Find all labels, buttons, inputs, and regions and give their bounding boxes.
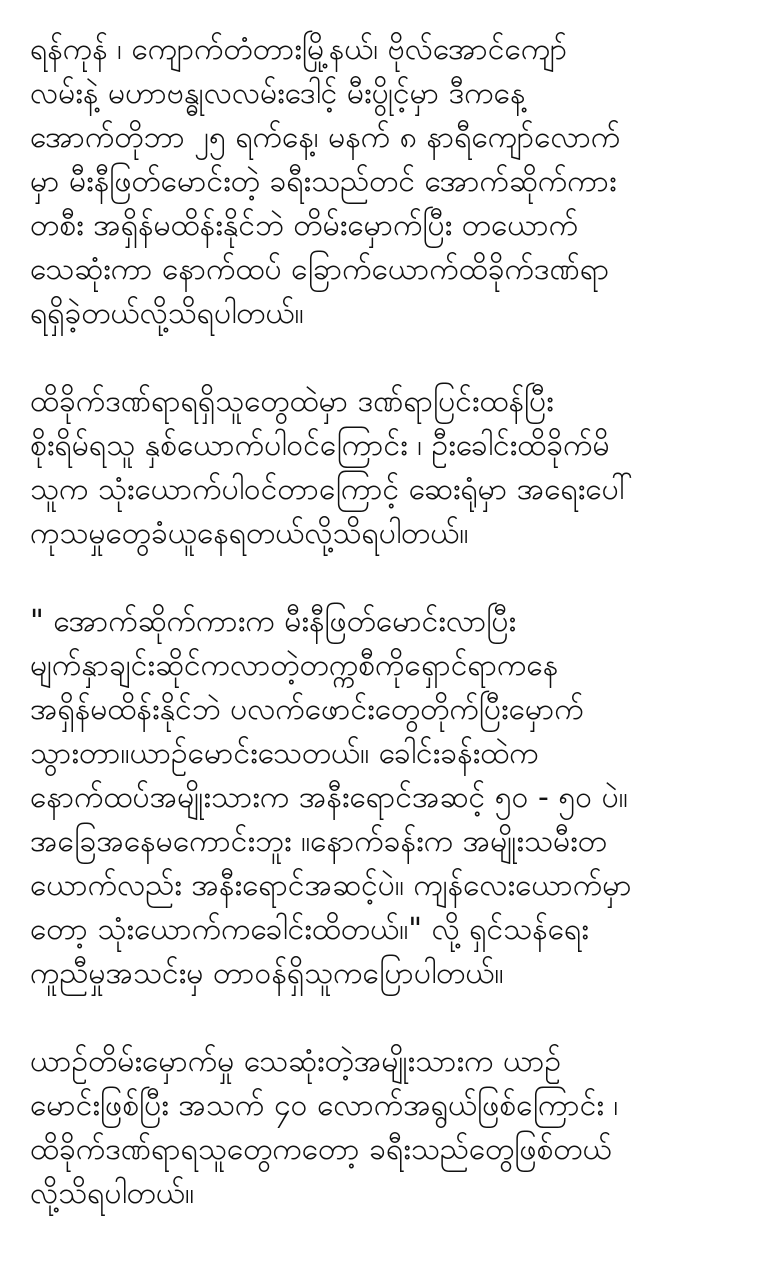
text-line: လမ်းနဲ့ မဟာဗန္ဓုလလမ်းဒေါင့် မီးပွိုင့်မှာ ဒီကနေ့ (30, 76, 526, 111)
text-line: ရန်ကုန် ၊ ကျောက်တံတားမြို့နယ်၊ ဗိုလ်အောင်ကျော် (30, 32, 568, 67)
text-line: သူက သုံးယောက်ပါဝင်တာကြောင့် ဆေးရုံမှာ အရေးပေါ် (30, 472, 633, 507)
text-line: လို့သိရပါတယ်။ (30, 1176, 195, 1211)
text-line: တစီး အရှိန်မထိန်းနိုင်ဘဲ တိမ်းမှောက်ပြီး တယောက် (30, 208, 579, 243)
text-line: ကုသမှုတွေခံယူနေရတယ်လို့သိရပါတယ်။ (30, 516, 469, 551)
text-line: " အောက်ဆိုက်ကားက မီးနီဖြတ်မောင်းလာပြီး (30, 604, 517, 639)
text-line: တော့ သုံးယောက်ကခေါင်းထိတယ်။" လို့ ရှင်သန်ရေး (30, 912, 589, 947)
text-line: မှာ မီးနီဖြတ်မောင်းတဲ့ ခရီးသည်တင် အောက်ဆိုက်ကား (30, 164, 617, 199)
text-line: အရှိန်မထိန်းနိုင်ဘဲ ပလက်ဖောင်းတွေတိုက်ပြီးမှောက် (30, 692, 584, 727)
paragraph-spacer (30, 556, 742, 600)
paragraph-victim (30, 1040, 742, 1216)
text-line: စိုးရိမ်ရသူ နှစ်ယောက်ပါဝင်ကြောင်း ၊ ဦးခေါင်းထိခိုက်မိ (30, 428, 610, 463)
text-line: မျက်နှာချင်းဆိုင်ကလာတဲ့တက္ကစီကိုရှောင်ရာကနေ (30, 648, 559, 683)
news-article (30, 28, 742, 1216)
text-line: ထိခိုက်ဒဏ်ရာရသူတွေကတော့ ခရီးသည်တွေဖြစ်တယ် (30, 1132, 612, 1167)
text-line: ယာဉ်တိမ်းမှောက်မှု သေဆုံးတဲ့အမျိုးသားက ယာဉ် (30, 1044, 562, 1079)
text-line: အခြေအနေမကောင်းဘူး ။နောက်ခန်းက အမျိုးသမီးတ (30, 824, 607, 859)
paragraph-spacer (30, 336, 742, 380)
text-line: နောက်ထပ်အမျိုးသားက အနီးရောင်အဆင့် ၅၀ - ၅၀ ပဲ။ (30, 780, 628, 815)
text-line: ထိခိုက်ဒဏ်ရာရရှိသူတွေထဲမှာ ဒဏ်ရာပြင်းထန်ပြီး (30, 384, 554, 419)
text-line: ယောက်လည်း အနီးရောင်အဆင့်ပဲ။ ကျန်လေးယောက်မှာ (30, 868, 632, 903)
paragraph-injuries (30, 380, 742, 556)
paragraph-quote (30, 600, 742, 996)
text-line: သွားတာ။ယာဉ်မောင်းသေတယ်။ ခေါင်းခန်းထဲက (30, 736, 539, 771)
text-line: အောက်တိုဘာ ၂၅ ရက်နေ့၊ မနက် ၈ နာရီကျော်လောက် (30, 120, 621, 155)
paragraph-accident-report (30, 28, 742, 336)
text-line: မောင်းဖြစ်ပြီး အသက် ၄၀ လောက်အရွယ်ဖြစ်ကြောင်း ၊ (30, 1088, 619, 1123)
text-line: ကူညီမှုအသင်းမှ တာဝန်ရှိသူကပြောပါတယ်။ (30, 956, 504, 991)
paragraph-spacer (30, 996, 742, 1040)
text-line: သေဆုံးကာ နောက်ထပ် ခြောက်ယောက်ထိခိုက်ဒဏ်ရာ (30, 252, 610, 287)
text-line: ရရှိခဲ့တယ်လို့သိရပါတယ်။ (30, 296, 304, 331)
